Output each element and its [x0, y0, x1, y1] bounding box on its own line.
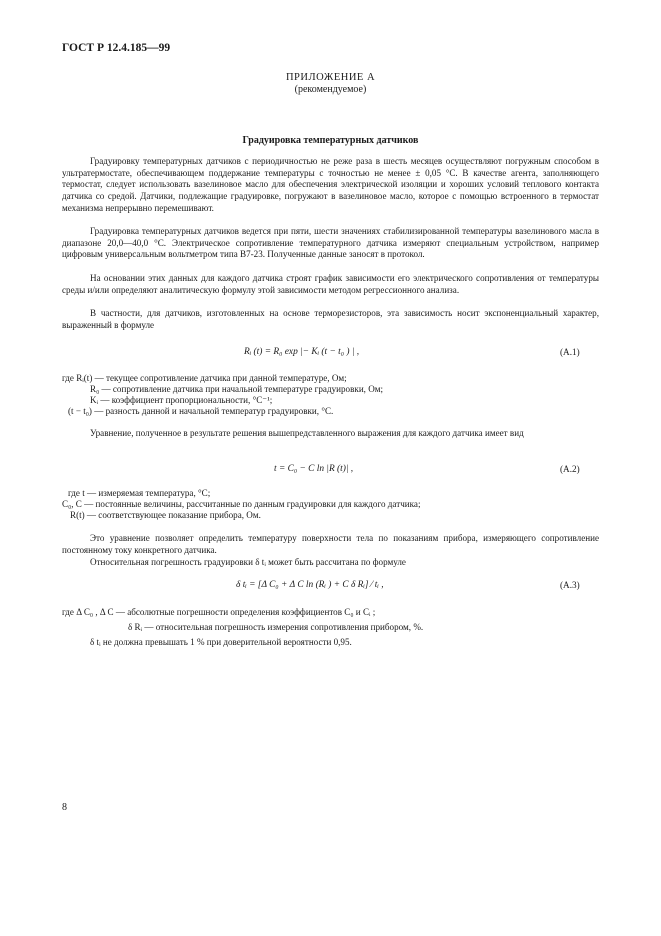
section-title: Градуировка температурных датчиков [242, 135, 419, 146]
definition-a3-3: δ tᵢ не должна превышать 1 % при доверительной вероятности 0,95. [90, 637, 352, 647]
equation-a2: t = C₀ − C ln |R (t)| , [274, 464, 354, 474]
equation-a2-number: (А.2) [560, 464, 580, 474]
paragraph-5: Уравнение, полученное в результате решения вышепредставленного выражения для каждого датчика имеет вид [90, 428, 524, 438]
definition-a2-2: C₀, C — постоянные величины, рассчитанные по данным градуировки для каждого датчика; [62, 499, 421, 509]
paragraph-4: В частности, для датчиков, изготовленных на основе терморезисторов, эта зависимость носит экспоненциальный характер, выраженный в формуле [62, 308, 599, 330]
definition-a3-2: δ Rᵢ — относительная погрешность измерения сопротивления прибором, %. [128, 622, 424, 632]
equation-a3-number: (А.3) [560, 580, 580, 590]
paragraph-3: На основании этих данных для каждого датчика строят график зависимости его электрического сопротивления от температуры среды и/или определяют аналитическую формулу этой зависимости методом регрессионного анализа. [62, 273, 599, 295]
paragraph-1: Градуировку температурных датчиков с периодичностью не реже раза в шесть месяцев осуществляют погружным способом в ультратермостате, обеспечивающем поддержание температуры с точностью не менее ± 0,05 °С. В качестве агента, заполняющего термостат, следует использовать вазелиновое масло для обеспечения электрической изоляции и хороших условий теплового контакта датчика со средой. Датчики, подлежащие градуировке, погружают в вазелиновое масло, которое с помощью встроенного в термостат механизма непрерывно перемешивают. [62, 156, 599, 213]
equation-a1-number: (А.1) [560, 347, 580, 357]
page-number: 8 [62, 802, 67, 813]
definition-a1-3: Kᵢ — коэффициент пропорциональности, °С⁻¹; [90, 395, 273, 405]
paragraph-6: Это уравнение позволяет определить температуру поверхности тела по показаниям прибора, измеряющего сопротивление постоянному току конкретного датчика. [62, 533, 599, 555]
paragraph-2: Градуировка температурных датчиков ведется при пяти, шести значениях стабилизированной температуры вазелинового масла в диапазоне 20,0—40,0 °С. Электрическое сопротивление температурного датчика измеряют специальным устройством, например цифровым универсальным вольтметром типа В7-23. Полученные данные заносят в протокол. [62, 226, 599, 260]
definition-a1-2: R₀ — сопротивление датчика при начальной температуре градуировки, Ом; [90, 384, 384, 394]
equation-a3: δ tᵢ = [Δ C₀ + Δ C ln (Rᵢ ) + C δ Rᵢ] ⁄ tᵢ , [236, 580, 384, 590]
appendix-title: ПРИЛОЖЕНИЕ А [285, 72, 376, 83]
appendix-subtitle: (рекомендуемое) [294, 84, 367, 95]
definition-a1-1: где Rᵢ(t) — текущее сопротивление датчика при данной температуре, Ом; [62, 373, 347, 383]
definition-a2-3: R(t) — соответствующее показание прибора, Ом. [70, 510, 261, 520]
definition-a3-1: где Δ C₀ , Δ C — абсолютные погрешности определения коэффициентов C₀ и Cᵢ ; [62, 607, 376, 617]
equation-a1: Rᵢ (t) = R₀ exp |− Kᵢ (t − t₀ ) | , [244, 347, 360, 357]
paragraph-7: Относительная погрешность градуировки δ tᵢ может быть рассчитана по формуле [90, 557, 406, 567]
definition-a2-1: где t — измеряемая температура, °С; [68, 488, 211, 498]
definition-a1-4: (t − t₀) — разность данной и начальной температур градуировки, °С. [68, 406, 334, 416]
standard-header: ГОСТ Р 12.4.185—99 [62, 42, 171, 54]
